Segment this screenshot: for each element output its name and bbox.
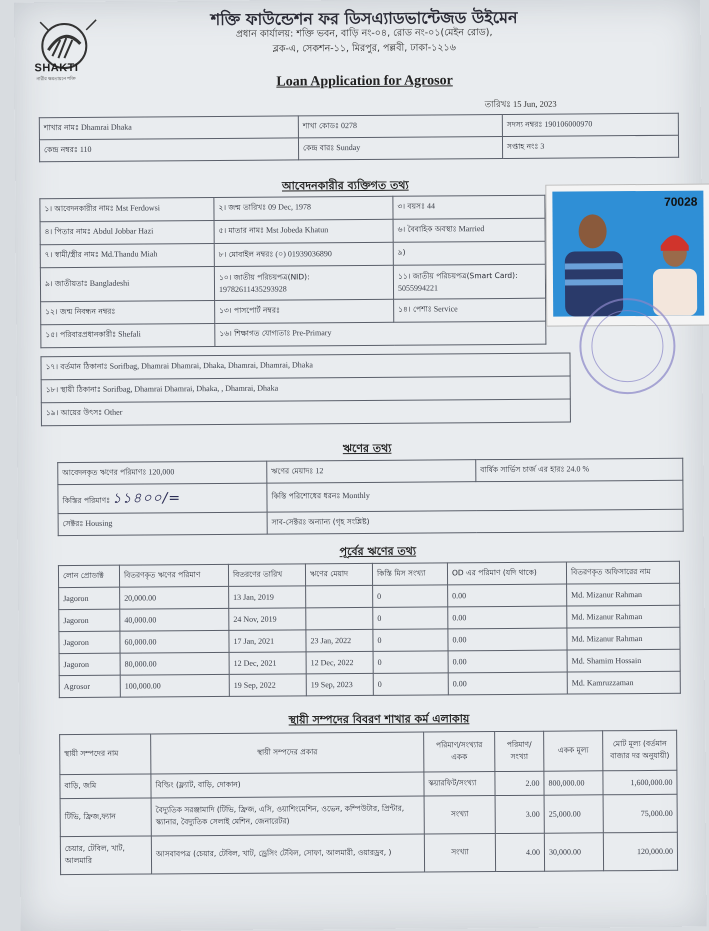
cell: 12 Dec, 2022 <box>306 651 373 673</box>
marital-cell: ৬। বৈবাহিক অবস্থাঃ Married <box>393 218 545 242</box>
col-asset-name: স্থায়ী সম্পদের নাম <box>60 734 151 775</box>
address-table <box>40 353 570 427</box>
cell: 4.00 <box>495 833 544 871</box>
cell: 30,000.00 <box>544 833 603 871</box>
blank-cell-9: ৯) <box>393 241 545 265</box>
mother-cell: ৫। মাতার নামঃ Mst Jobeda Khatun <box>214 219 393 243</box>
cell: 0.00 <box>448 584 567 607</box>
repayment-type-cell: কিস্তি পরিশোধের ধরনঃ Monthly <box>267 480 683 512</box>
cell: 13 Jan, 2019 <box>229 586 306 609</box>
cell: 23 Jan, 2022 <box>306 629 373 651</box>
photo-number: 70028 <box>663 194 698 209</box>
assets-title: স্থায়ী সম্পদের বিবরণ শাখার কর্ম এলাকায় <box>288 712 470 727</box>
address-line-1: প্রধান কার্যালয়: শক্তি ভবন, বাড়ি নং-০৪, রোড নং-০১(মেইন রোড), <box>235 27 493 40</box>
col-asset-type: স্থায়ী সম্পদের প্রকার <box>151 732 424 774</box>
sub-sector-cell: সাব-সেক্টরঃ অন্যান্য (গৃহ সংশ্লিষ্ট) <box>267 509 683 534</box>
cell: আসবাবপত্র (চেয়ার, টেবিল, খাট, ড্রেসিং টেবিল, সোফা, আলমারী, ওয়ারড্রব, ) <box>151 834 424 874</box>
logo-text: SHAKTI <box>34 61 79 75</box>
nationality-cell: ৯। জাতীয়তাঃ Bangladeshi <box>40 267 214 302</box>
cell: 0 <box>373 673 448 696</box>
smart-card-cell: ১১। জাতীয় পরিচয়পত্র(Smart Card): 5055994221 <box>393 264 545 299</box>
cell: সংখ্যা <box>424 834 495 872</box>
organization-name: শক্তি ফাউন্ডেশন ফর ডিসএ্যাডভান্টেজড উইমেন <box>210 7 518 30</box>
age-cell: ৩। বয়সঃ 44 <box>393 195 545 219</box>
date-label: তারিখঃ <box>484 99 511 111</box>
center-no-cell: কেন্দ্র নম্বরঃ 110 <box>39 138 298 162</box>
cell: 19 Sep, 2022 <box>229 674 306 697</box>
address-line-2: ব্লক-এ, সেকশন-১১, মিরপুর, পল্লবী, ঢাকা-১২১৬ <box>272 42 456 55</box>
personal-info-table <box>39 195 546 349</box>
loan-amount-cell: আবেদনকৃত ঋণের পরিমাণঃ 120,000 <box>58 461 267 484</box>
household-head-cell: ১৫। পরিবারপ্রধানকারীঃ Shefali <box>41 324 215 348</box>
table-row <box>60 832 677 874</box>
date-value: 15 Jun, 2023 <box>512 98 557 109</box>
branch-code-cell: শাখা কোডঃ 0278 <box>298 114 502 137</box>
profession-cell: ১৪। পেশাঃ Service <box>394 298 546 322</box>
application-form-page <box>14 0 706 931</box>
cell: Md. Mizanur Rahman <box>567 627 680 650</box>
cell: 800,000.00 <box>544 771 603 795</box>
cell: 3.00 <box>495 795 544 833</box>
cell: Md. Mizanur Rahman <box>567 583 680 606</box>
col-unit-price: একক মূল্য <box>544 731 603 771</box>
member-no-cell: সদস্য নম্বরঃ 190106000970 <box>502 113 678 136</box>
permanent-address-cell: ১৮। স্থায়ী ঠিকানাঃ Sorifbag, Dhamrai Dhamrai, Dhaka, , Dhamrai, Dhaka <box>41 376 570 403</box>
cell: 40,000.00 <box>120 608 229 631</box>
logo-subtext: নারীর ক্ষমতায়নে শক্তি <box>36 75 76 82</box>
cell: 20,000.00 <box>120 586 229 609</box>
cell: স্কয়ারফিট/সংখ্যা <box>424 772 495 796</box>
cell: 0 <box>373 629 448 652</box>
col-officer-name: বিতরণকৃত অফিসারের নাম <box>566 561 679 584</box>
cell <box>306 607 373 629</box>
assets-header <box>60 730 677 774</box>
cell: 0.00 <box>448 650 567 673</box>
cell: 17 Jan, 2021 <box>229 630 306 653</box>
col-quantity: পরিমাণ/ সংখ্যা <box>495 731 544 771</box>
cell: বিল্ডিং (ফ্ল্যাট, বাড়ি, দোকান) <box>151 772 424 798</box>
cell: বৈদ্যুতিক সরঞ্জামাদি (টিভি, ফ্রিজ, এসি, ওয়াশিংমেশিন, ওভেন, কম্পিউটার, প্রিন্টার, স্ক্যানার, বৈদ্যুতিক সেলাই মেশিন, জেনারেটর) <box>151 796 424 836</box>
cell: 0.00 <box>448 628 567 651</box>
father-cell: ৪। পিতার নামঃ Abdul Jobbar Hazi <box>40 221 214 245</box>
application-date <box>485 98 557 113</box>
cell: 0 <box>373 607 448 630</box>
nid-cell: ১০। জাতীয় পরিচয়পত্র(NID): 19782611435293928 <box>214 265 393 300</box>
cell: বাড়ি, জমি <box>60 774 151 799</box>
cell: Jagoron <box>59 631 120 653</box>
branch-name-cell: শাখার নামঃ Dhamrai Dhaka <box>39 116 298 140</box>
col-disbursed-date: বিতরণের তারিখ <box>228 564 305 587</box>
cell: 0.00 <box>448 606 567 629</box>
previous-loans-title: পূর্বের ঋণের তথ্য <box>339 544 417 559</box>
mobile-cell: ৮। মোবাইল নম্বরঃ (০) 01939036890 <box>214 242 393 266</box>
installment-cell: কিস্তির পরিমাণঃ ১১৪০০/= <box>58 483 267 513</box>
service-charge-cell: বার্ষিক সার্ভিস চার্জ এর হারঃ 24.0 % <box>476 458 683 481</box>
education-cell: ১৬। শিক্ষাগত যোগ্যতাঃ Pre-Primary <box>215 321 546 346</box>
cell: 75,000.00 <box>603 794 677 833</box>
income-source-cell: ১৯। আয়ের উৎসঃ Other <box>41 399 570 426</box>
cell: Agrosor <box>59 675 120 697</box>
dob-cell: ২। জন্ম তারিখঃ 09 Dec, 1978 <box>214 196 393 220</box>
col-loan-product: লোন প্রোডাক্ট <box>58 565 119 587</box>
cell: Jagoron <box>59 587 120 609</box>
cell: Md. Kamruzzaman <box>567 671 680 694</box>
applicant-name-cell: ১। আবেদনকারীর নামঃ Mst Ferdowsi <box>40 198 214 222</box>
cell <box>306 585 373 607</box>
present-address-cell: ১৭। বর্তমান ঠিকানাঃ Sorifbag, Dhamrai Dhamrai, Dhaka, Dhamrai, Dhamrai, Dhaka <box>41 353 570 380</box>
cell: 12 Dec, 2021 <box>229 652 306 675</box>
cell: 0.00 <box>448 672 567 695</box>
cell: 100,000.00 <box>120 674 229 697</box>
spouse-cell: ৭। স্বামী/স্ত্রীর নামঃ Md.Thandu Miah <box>40 244 214 268</box>
cell: 60,000.00 <box>120 630 229 653</box>
cell: 25,000.00 <box>544 795 603 833</box>
cell: Jagoron <box>59 609 120 631</box>
loan-info-title: ঋণের তথ্য <box>342 441 392 456</box>
branch-info-table <box>39 113 679 162</box>
cell: 2.00 <box>495 771 544 795</box>
cell: 80,000.00 <box>120 652 229 675</box>
cell: 19 Sep, 2023 <box>306 673 373 695</box>
document-title: Loan Application for Agrosor <box>276 73 453 90</box>
loan-duration-cell: ঋণের মেয়াদঃ 12 <box>267 460 476 483</box>
cell: টিভি, ফ্রিজ,ফ্যান <box>60 798 151 837</box>
cell: 24 Nov, 2019 <box>229 608 306 631</box>
passport-cell: ১৩। পাসপোর্ট নম্বরঃ <box>215 299 394 323</box>
cell: সংখ্যা <box>424 796 495 834</box>
cell: 0 <box>373 651 448 674</box>
birth-reg-cell: ১২। জন্ম নিবন্ধন নম্বরঃ <box>41 301 215 325</box>
cell: Md. Shamim Hossain <box>567 649 680 672</box>
week-no-cell: সপ্তাহ নংঃ 3 <box>502 135 678 158</box>
cell: চেয়ার, টেবিল, খাট, আলমারি <box>60 836 151 875</box>
col-unit: পরিমাণ/সংখ্যার একক <box>424 732 495 772</box>
cell: Jagoron <box>59 653 120 675</box>
table-row <box>59 671 680 697</box>
personal-info-title: আবেদনকারীর ব্যক্তিগত তথ্য <box>281 178 409 193</box>
col-od-amount: OD এর পরিমাণ (যদি থাকে) <box>447 562 566 585</box>
center-day-cell: কেন্দ্র বারঃ Sunday <box>298 136 502 159</box>
previous-loans-table <box>58 561 681 698</box>
cell: 1,600,000.00 <box>603 770 677 795</box>
cell: 120,000.00 <box>603 832 677 871</box>
table-row <box>60 794 677 836</box>
cell: 0 <box>373 585 448 608</box>
assets-table <box>59 730 678 875</box>
office-stamp-icon <box>579 298 676 395</box>
loan-info-table <box>57 458 684 536</box>
col-missed-installments: কিস্তি মিস সংখ্যা <box>372 563 447 586</box>
cell: Md. Mizanur Rahman <box>567 605 680 628</box>
col-loan-term: ঋণের মেয়াদ <box>305 563 372 585</box>
sector-cell: সেক্টরঃ Housing <box>58 512 267 535</box>
col-disbursed-amount: বিতরণকৃত ঋণের পরিমাণ <box>119 564 228 587</box>
col-total-value: মোট মূল্য (বর্তমান বাজার দর অনুযায়ী) <box>603 730 677 771</box>
